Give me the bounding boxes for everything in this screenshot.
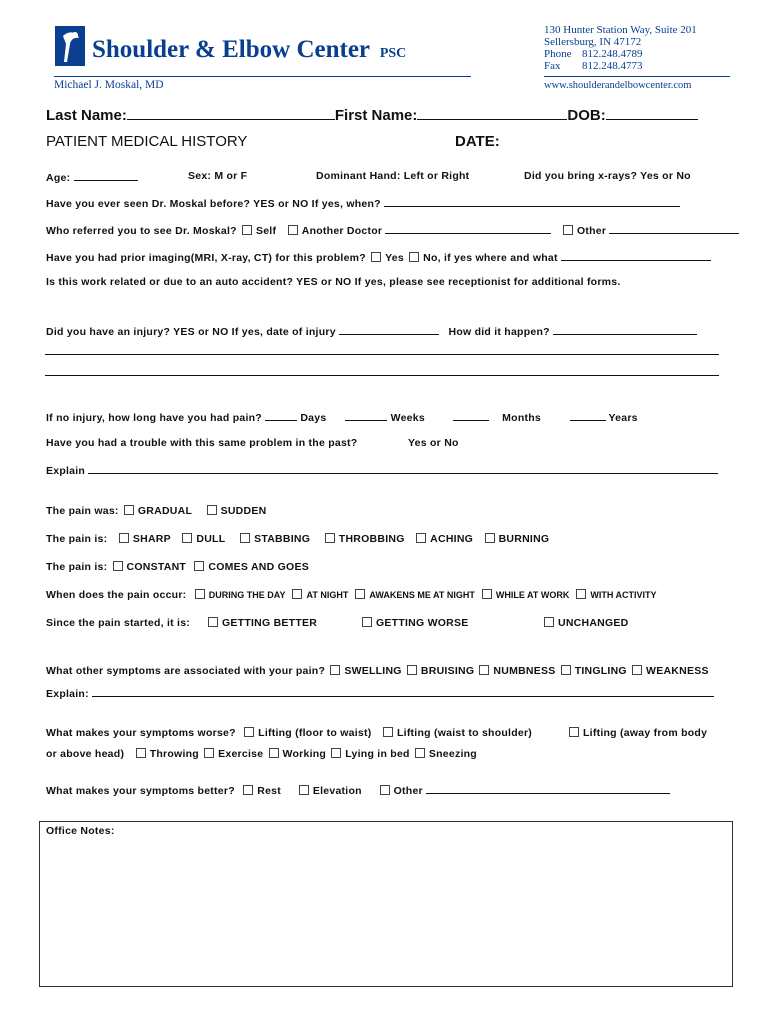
- duration-row: If no injury, how long have you had pain? Days Weeks Months Years: [46, 412, 638, 424]
- years-field[interactable]: [570, 410, 606, 421]
- address-block: [544, 24, 697, 72]
- dob-field[interactable]: [606, 105, 698, 120]
- address-line2: Sellersburg, IN 47172: [544, 36, 642, 48]
- dominant-hand-question[interactable]: Dominant Hand: Left or Right: [316, 170, 470, 182]
- checkbox[interactable]: [124, 505, 134, 515]
- age-label: Age:: [46, 172, 71, 184]
- checkbox[interactable]: [292, 589, 302, 599]
- imaging-where-field[interactable]: [561, 250, 711, 261]
- checkbox[interactable]: [383, 727, 393, 737]
- checkbox[interactable]: [371, 252, 381, 262]
- injury-how-label: How did it happen?: [448, 326, 550, 338]
- days-field[interactable]: [265, 410, 297, 421]
- seen-before-row: [46, 196, 680, 210]
- letterhead-rule-left: [54, 76, 471, 77]
- checkbox[interactable]: [269, 748, 279, 758]
- last-name-label: Last Name:: [46, 107, 127, 124]
- xrays-question[interactable]: Did you bring x-rays? Yes or No: [524, 170, 691, 182]
- checkbox[interactable]: [113, 561, 123, 571]
- symptoms-explain-row: [46, 686, 714, 700]
- website[interactable]: www.shoulderandelbowcenter.com: [544, 80, 692, 91]
- checkbox[interactable]: [325, 533, 335, 543]
- checkbox[interactable]: [380, 785, 390, 795]
- checkbox[interactable]: [242, 225, 252, 235]
- duration-question: If no injury, how long have you had pain?: [46, 412, 262, 424]
- seen-before-when-field[interactable]: [384, 196, 680, 207]
- seen-before-question: Have you ever seen Dr. Moskal before? YES or NO If yes, when?: [46, 198, 381, 210]
- worse-opt-away: Lifting (away from body: [567, 727, 707, 739]
- checkbox[interactable]: [299, 785, 309, 795]
- checkbox[interactable]: [482, 589, 492, 599]
- date-label: DATE:: [455, 133, 500, 150]
- sex-question[interactable]: Sex: M or F: [188, 170, 248, 182]
- logo-mark: [55, 26, 85, 70]
- worse-row-2: or above head) Throwing Exercise Working Lying in bed Sneezing: [46, 748, 477, 760]
- checkbox[interactable]: [207, 505, 217, 515]
- name-row: [46, 105, 698, 124]
- imaging-row: Have you had prior imaging(MRI, X-ray, CT) for this problem? Yes No, if yes where and what: [46, 250, 711, 264]
- checkbox[interactable]: [407, 665, 417, 675]
- checkbox[interactable]: [544, 617, 554, 627]
- worse-row-1: What makes your symptoms worse? Lifting (floor to waist) Lifting (waist to shoulder): [46, 727, 533, 739]
- work-related-question[interactable]: Is this work related or due to an auto accident? YES or NO If yes, please see receptionist for additional forms.: [46, 276, 621, 288]
- pain-occur-row: When does the pain occur: DURING THE DAY AT NIGHT AWAKENS ME AT NIGHT WHILE AT WORK WITH ACTIVITY: [46, 589, 657, 601]
- office-notes-label: Office Notes:: [46, 825, 115, 837]
- pain-since-opt-3: UNCHANGED: [542, 617, 629, 629]
- checkbox[interactable]: [409, 252, 419, 262]
- practice-name: Shoulder & Elbow Center PSC: [92, 36, 407, 63]
- checkbox[interactable]: [331, 748, 341, 758]
- checkbox[interactable]: [479, 665, 489, 675]
- checkbox[interactable]: [244, 727, 254, 737]
- pain-since-label: Since the pain started, it is:: [46, 617, 191, 629]
- fax-line: Fax 812.248.4773: [544, 60, 643, 72]
- dob-label: DOB:: [567, 107, 606, 124]
- trouble-question: Have you had a trouble with this same problem in the past?: [46, 437, 358, 449]
- age-field[interactable]: [74, 170, 138, 181]
- pain-is-row-1: The pain is: SHARP DULL STABBING THROBBING ACHING BURNING: [46, 533, 550, 545]
- checkbox[interactable]: [485, 533, 495, 543]
- pain-since-opt-1: GETTING BETTER: [206, 617, 317, 629]
- checkbox[interactable]: [632, 665, 642, 675]
- doctor-name: Michael J. Moskal, MD: [54, 79, 164, 91]
- injury-question: Did you have an injury? YES or NO If yes, date of injury: [46, 326, 336, 338]
- better-row: What makes your symptoms better? Rest Elevation Other: [46, 783, 670, 797]
- symptoms-row: What other symptoms are associated with your pain? SWELLING BRUISING NUMBNESS TINGLING WEAKNESS: [46, 665, 709, 677]
- months-field[interactable]: [453, 410, 489, 421]
- checkbox[interactable]: [243, 785, 253, 795]
- pain-since-opt-2: GETTING WORSE: [360, 617, 469, 629]
- pain-was-row: The pain was: GRADUAL SUDDEN: [46, 505, 267, 517]
- office-notes-box[interactable]: [39, 821, 733, 987]
- trouble-answer[interactable]: Yes or No: [408, 437, 459, 449]
- checkbox[interactable]: [136, 748, 146, 758]
- checkbox[interactable]: [194, 561, 204, 571]
- checkbox[interactable]: [330, 665, 340, 675]
- phone-line: Phone 812.248.4789: [544, 48, 643, 60]
- checkbox[interactable]: [182, 533, 192, 543]
- checkbox[interactable]: [362, 617, 372, 627]
- injury-line-2[interactable]: [45, 375, 719, 376]
- last-name-field[interactable]: [127, 105, 335, 120]
- other-referral-field[interactable]: [609, 223, 739, 234]
- letterhead-rule-right: [544, 76, 730, 77]
- checkbox[interactable]: [416, 533, 426, 543]
- weeks-field[interactable]: [345, 410, 387, 421]
- checkbox[interactable]: [569, 727, 579, 737]
- another-doctor-field[interactable]: [385, 223, 551, 234]
- first-name-field[interactable]: [417, 105, 567, 120]
- explain-field[interactable]: [88, 463, 718, 474]
- practice-suffix: PSC: [379, 46, 407, 61]
- address-line1: 130 Hunter Station Way, Suite 201: [544, 24, 697, 36]
- injury-line-1[interactable]: [45, 354, 719, 355]
- checkbox[interactable]: [561, 665, 571, 675]
- explain-label: Explain: [46, 465, 86, 477]
- checkbox[interactable]: [208, 617, 218, 627]
- imaging-question: Have you had prior imaging(MRI, X-ray, CT) for this problem?: [46, 252, 366, 264]
- checkbox[interactable]: [195, 589, 205, 599]
- checkbox[interactable]: [288, 225, 298, 235]
- referral-row: Who referred you to see Dr. Moskal? Self Another Doctor Other: [46, 223, 739, 237]
- checkbox[interactable]: [119, 533, 129, 543]
- checkbox[interactable]: [240, 533, 250, 543]
- injury-how-field[interactable]: [553, 324, 697, 335]
- injury-row: [46, 324, 697, 338]
- form-title: PATIENT MEDICAL HISTORY: [46, 133, 248, 150]
- age-row: [46, 170, 138, 184]
- checkbox[interactable]: [576, 589, 586, 599]
- checkbox[interactable]: [563, 225, 573, 235]
- first-name-label: First Name:: [334, 107, 418, 124]
- symptoms-explain-label: Explain:: [46, 688, 89, 700]
- explain-row: [46, 463, 718, 477]
- checkbox[interactable]: [204, 748, 214, 758]
- checkbox[interactable]: [415, 748, 425, 758]
- symptoms-explain-field[interactable]: [92, 686, 714, 697]
- better-other-field[interactable]: [426, 783, 670, 794]
- referral-question: Who referred you to see Dr. Moskal?: [46, 225, 237, 237]
- pain-is-row-2: The pain is: CONSTANT COMES AND GOES: [46, 561, 309, 573]
- injury-date-field[interactable]: [339, 324, 439, 335]
- checkbox[interactable]: [355, 589, 365, 599]
